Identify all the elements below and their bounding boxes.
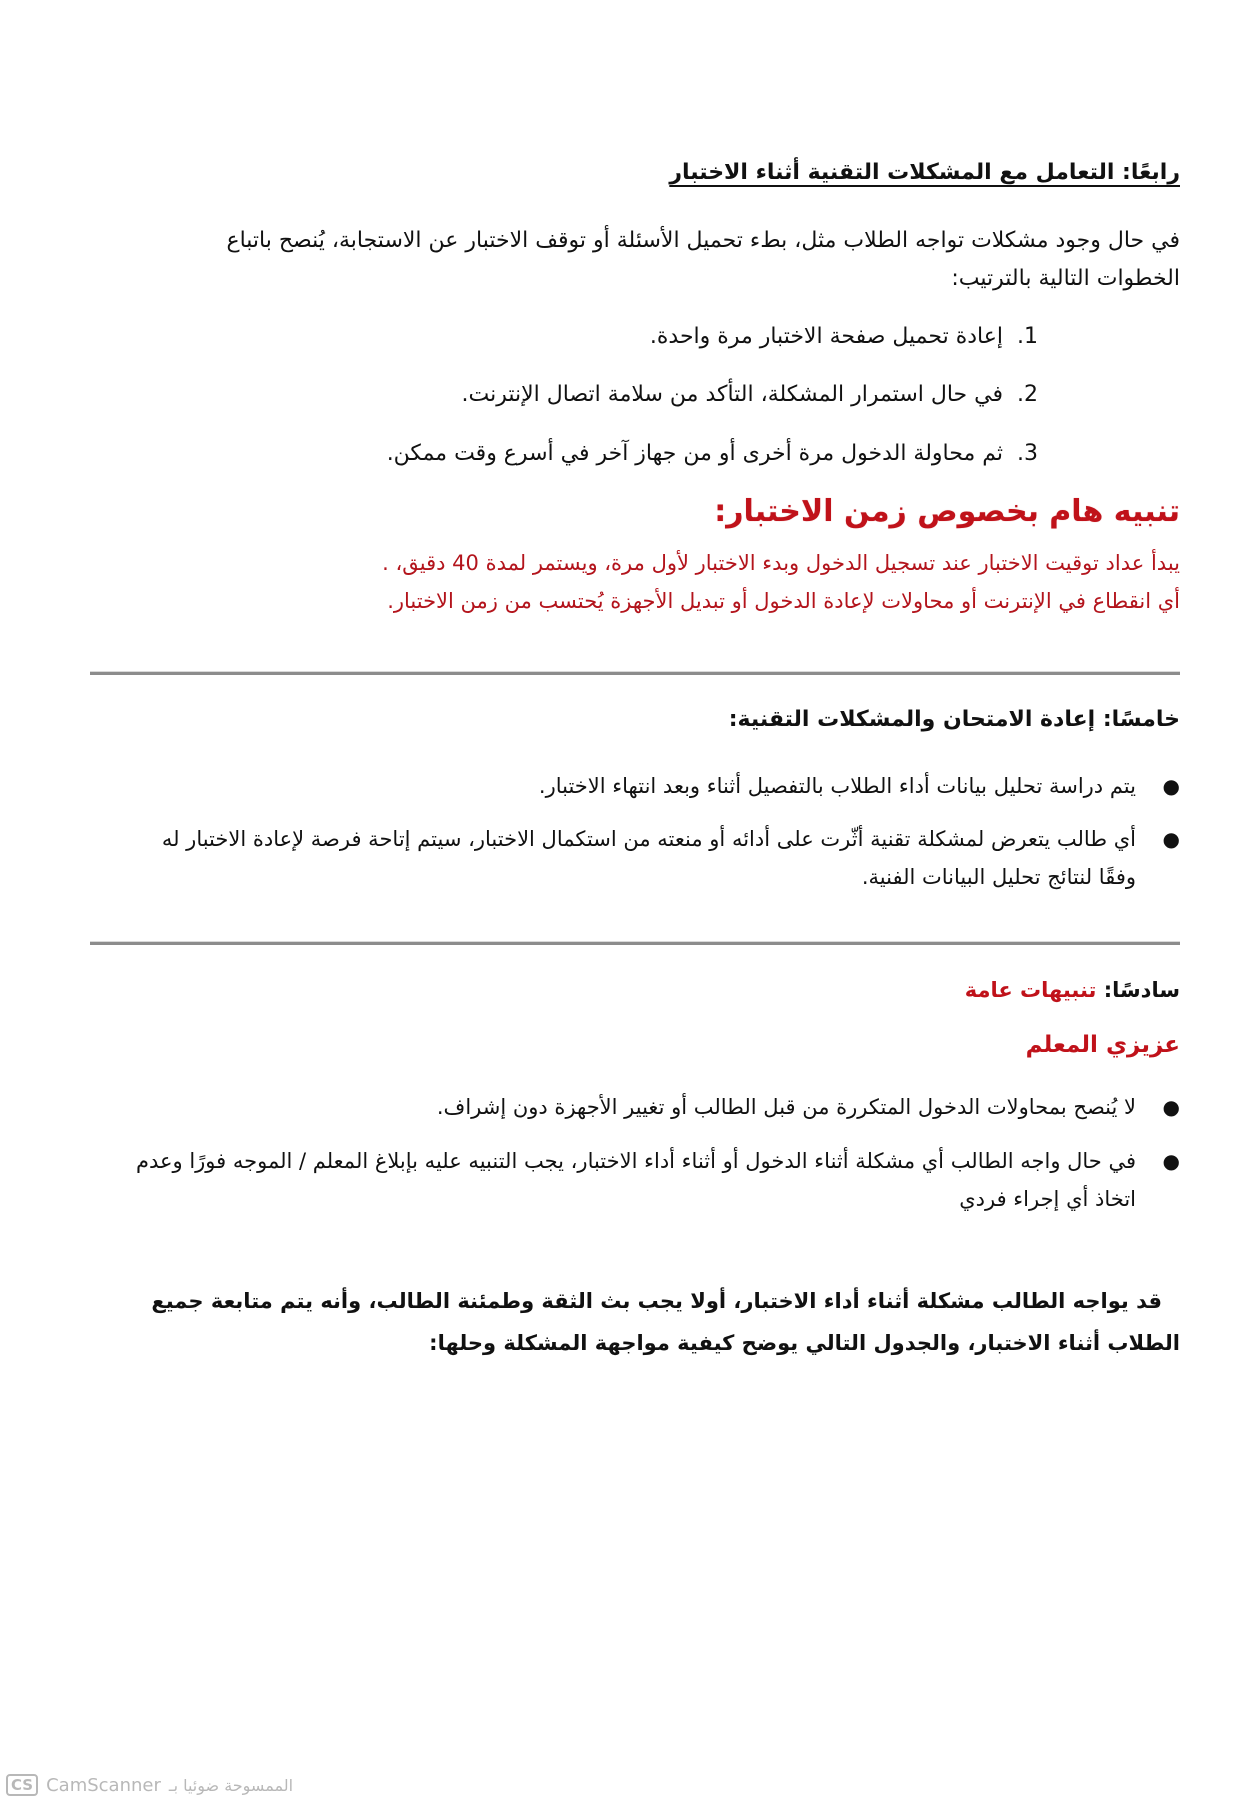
step-text: في حال استمرار المشكلة، التأكد من سلامة اتصال الإنترنت. <box>461 382 1003 407</box>
camscanner-watermark <box>6 1774 293 1796</box>
watermark-brand: CamScanner <box>46 1774 161 1796</box>
bullet-text: يتم دراسة تحليل بيانات أداء الطلاب بالتفصيل أثناء وبعد انتهاء الاختبار. <box>538 774 1136 798</box>
bullet-item <box>130 767 1180 805</box>
section-6-subheading: عزيزي المعلم <box>1025 1032 1180 1058</box>
section-4-intro: في حال وجود مشكلات تواجه الطلاب مثل، بطء تحميل الأسئلة أو توقف الاختبار عن الاستجابة، يُنصح باتباع الخطوات التالية بالترتيب: <box>226 228 1180 291</box>
divider <box>90 942 1180 945</box>
step-item-1 <box>650 324 1038 349</box>
notice-heading: تنبيه هام بخصوص زمن الاختبار: <box>714 494 1180 529</box>
bullet-item <box>130 1088 1180 1126</box>
section-5-heading: خامسًا: إعادة الامتحان والمشكلات التقنية: <box>728 707 1180 732</box>
watermark-arabic: الممسوحة ضوئيا بـ <box>168 1775 294 1795</box>
step-item-3 <box>387 441 1038 466</box>
bullet-text: لا يُنصح بمحاولات الدخول المتكررة من قبل الطالب أو تغيير الأجهزة دون إشراف. <box>436 1095 1136 1119</box>
step-number: 1. <box>1017 324 1038 349</box>
step-number: 3. <box>1017 441 1038 466</box>
notice-line-1: يبدأ عداد توقيت الاختبار عند تسجيل الدخول وبدء الاختبار لأول مرة، ويستمر لمدة 40 دقيق، . <box>382 551 1180 575</box>
divider <box>90 672 1180 675</box>
bullet-item <box>130 820 1180 896</box>
section-4-heading: رابعًا: التعامل مع المشكلات التقنية أثناء الاختبار <box>669 160 1180 185</box>
bullet-icon: ● <box>1162 827 1180 851</box>
step-text: ثم محاولة الدخول مرة أخرى أو من جهاز آخر في أسرع وقت ممكن. <box>386 441 1003 466</box>
section-6-title: تنبيهات عامة <box>964 978 1097 1002</box>
bullet-icon: ● <box>1162 774 1180 798</box>
step-number: 2. <box>1017 382 1038 407</box>
section-6-heading <box>965 978 1180 1002</box>
section-6-prefix: سادسًا: <box>1103 978 1180 1002</box>
bullet-icon: ● <box>1162 1095 1180 1119</box>
step-item-2 <box>462 382 1038 407</box>
bullet-icon: ● <box>1162 1149 1180 1173</box>
bullet-item <box>130 1142 1180 1218</box>
step-text: إعادة تحميل صفحة الاختبار مرة واحدة. <box>649 324 1003 349</box>
bullet-text: أي طالب يتعرض لمشكلة تقنية أثّرت على أدائه أو منعته من استكمال الاختبار، سيتم إتاحة فرصة لإعادة الاختبار له وفقًا لنتائج تحليل البيانات الفنية. <box>161 827 1136 889</box>
closing-paragraph: قد يواجه الطالب مشكلة أثناء أداء الاختبار، أولا يجب بث الثقة وطمئنة الطالب، وأنه يتم متابعة جميع الطلاب أثناء الاختبار، والجدول التالي يوضح كيفية مواجهة المشكلة وحلها: <box>151 1289 1180 1355</box>
camscanner-logo-icon: CS <box>6 1774 38 1796</box>
notice-line-2: أي انقطاع في الإنترنت أو محاولات لإعادة الدخول أو تبديل الأجهزة يُحتسب من زمن الاختبار. <box>387 589 1180 613</box>
bullet-text: في حال واجه الطالب أي مشكلة أثناء الدخول أو أثناء أداء الاختبار، يجب التنبيه عليه بإبلاغ المعلم / الموجه فورًا وعدم اتخاذ أي إجراء فردي <box>135 1149 1136 1211</box>
